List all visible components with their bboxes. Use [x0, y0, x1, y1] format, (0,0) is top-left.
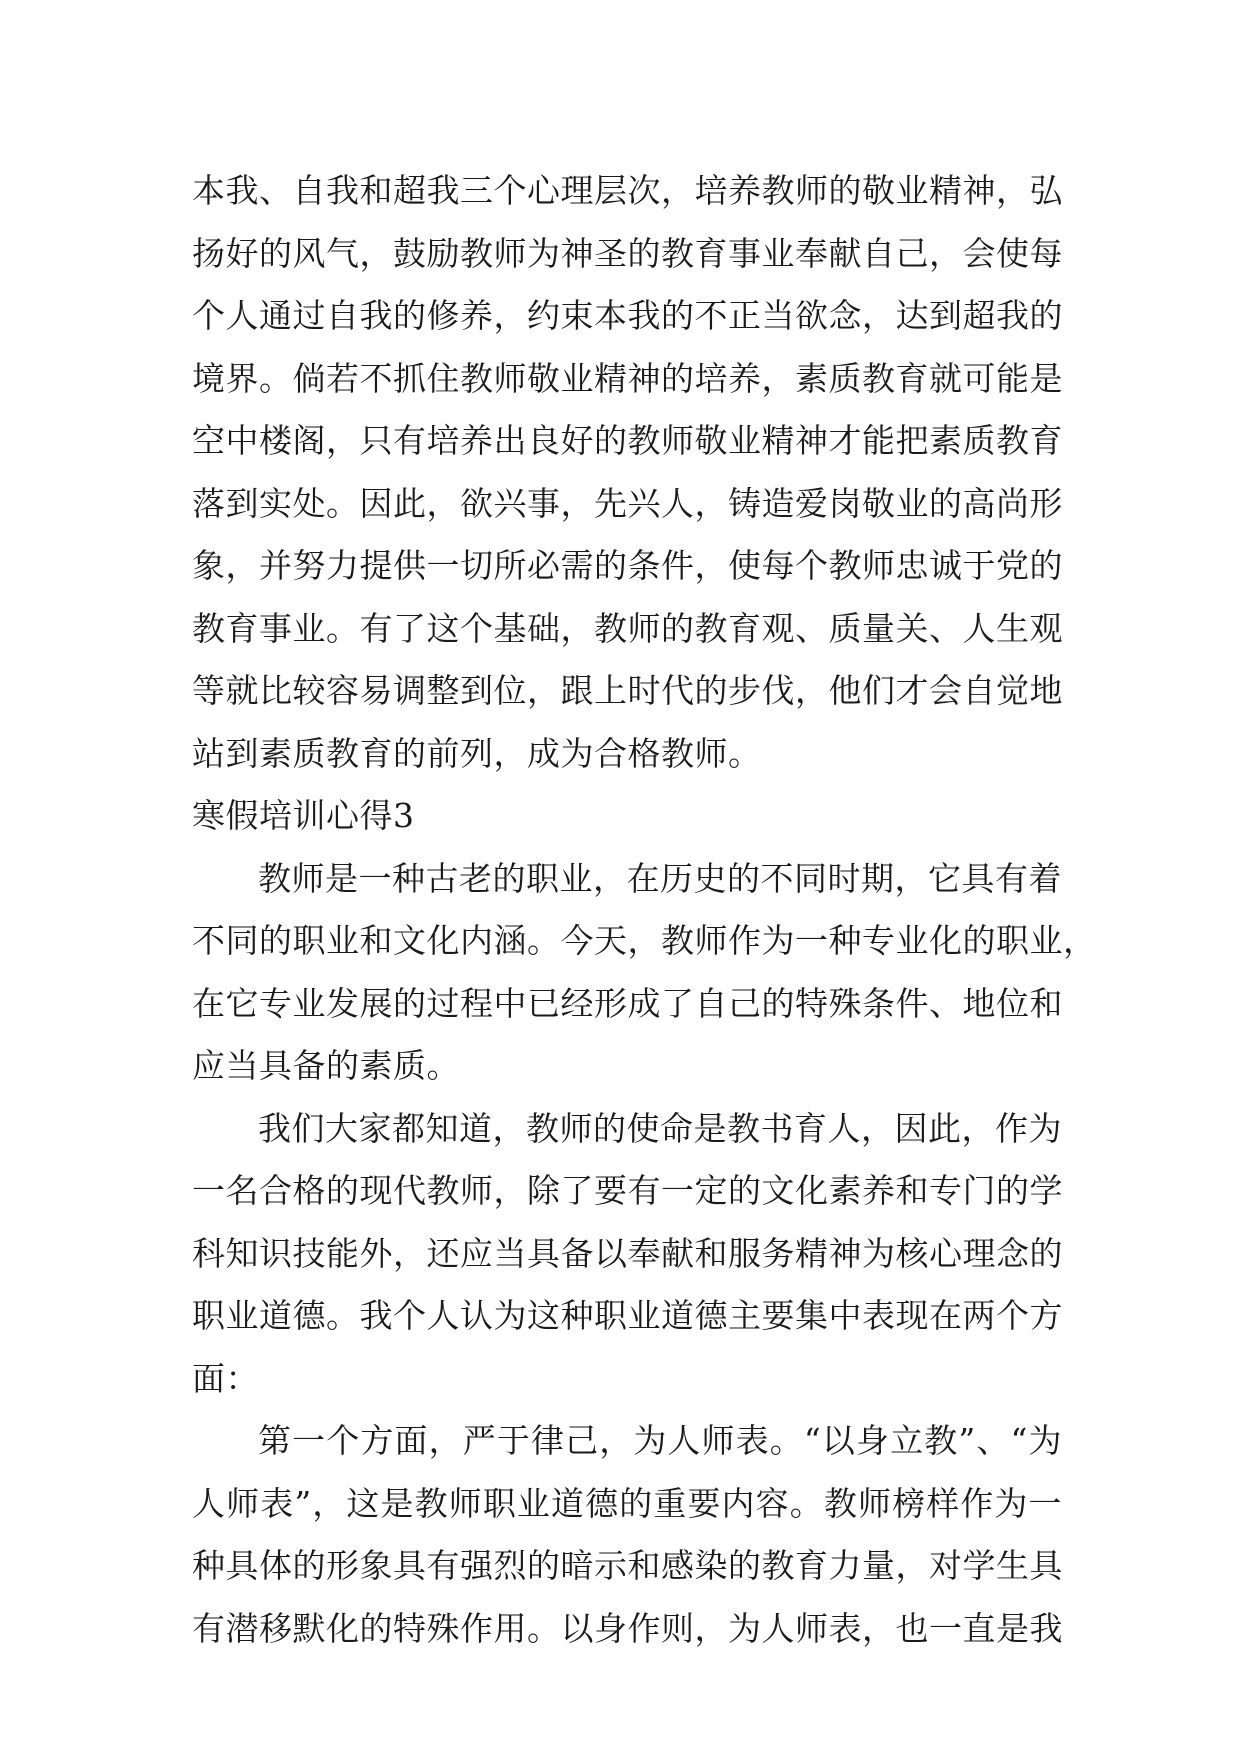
- text-line: 面：: [192, 1358, 259, 1398]
- paragraph-2: [192, 1098, 1062, 1411]
- text-line: 教育事业。有了这个基础，教师的教育观、质量关、人生观: [192, 608, 1063, 648]
- text-line: 在它专业发展的过程中已经形成了自己的特殊条件、地位和: [192, 983, 1063, 1023]
- text-line: 第一个方面，严于律己，为人师表。“以身立教”、“为: [258, 1421, 1062, 1460]
- text-line: 不同的职业和文化内涵。今天，教师作为一种专业化的职业，: [192, 921, 1097, 960]
- text-line: 空中楼阁，只有培养出良好的教师敬业精神才能把素质教育: [192, 421, 1063, 460]
- text-line: 应当具备的素质。: [192, 1046, 460, 1085]
- text-line: 扬好的风气，鼓励教师为神圣的教育事业奉献自己，会使每: [192, 233, 1063, 273]
- text-line: 落到实处。因此，欲兴事，先兴人，铸造爱岗敬业的高尚形: [192, 483, 1063, 523]
- text-line: 人师表”，这是教师职业道德的重要内容。教师榜样作为一: [192, 1483, 1062, 1523]
- text-line: 职业道德。我个人认为这种职业道德主要集中表现在两个方: [192, 1296, 1063, 1335]
- text-line: 有潜移默化的特殊作用。以身作则，为人师表，也一直是我: [192, 1608, 1063, 1648]
- paragraph-3: [192, 1410, 1062, 1660]
- text-line: 一名合格的现代教师，除了要有一定的文化素养和专门的学: [192, 1171, 1063, 1210]
- text-line: 站到素质教育的前列，成为合格教师。: [192, 733, 762, 773]
- paragraph-continuation: [192, 160, 1062, 785]
- text-line: 种具体的形象具有强烈的暗示和感染的教育力量，对学生具: [192, 1546, 1063, 1585]
- text-line: 象，并努力提供一切所必需的条件，使每个教师忠诚于党的: [192, 546, 1063, 585]
- text-line: 等就比较容易调整到位，跟上时代的步伐，他们才会自觉地: [192, 671, 1063, 710]
- document-body: [192, 160, 1097, 1660]
- paragraph-1: [192, 848, 1097, 1098]
- section-heading: 寒假培训心得3: [192, 796, 415, 835]
- text-line: 我们大家都知道，教师的使命是教书育人，因此，作为: [258, 1108, 1062, 1148]
- text-line: 本我、自我和超我三个心理层次，培养教师的敬业精神，弘: [192, 171, 1063, 210]
- text-line: 个人通过自我的修养，约束本我的不正当欲念，达到超我的: [192, 296, 1063, 335]
- text-line: 境界。倘若不抓住教师敬业精神的培养，素质教育就可能是: [192, 358, 1063, 398]
- text-line: 科知识技能外，还应当具备以奉献和服务精神为核心理念的: [192, 1233, 1063, 1273]
- text-line: 教师是一种古老的职业，在历史的不同时期，它具有着: [258, 858, 1062, 898]
